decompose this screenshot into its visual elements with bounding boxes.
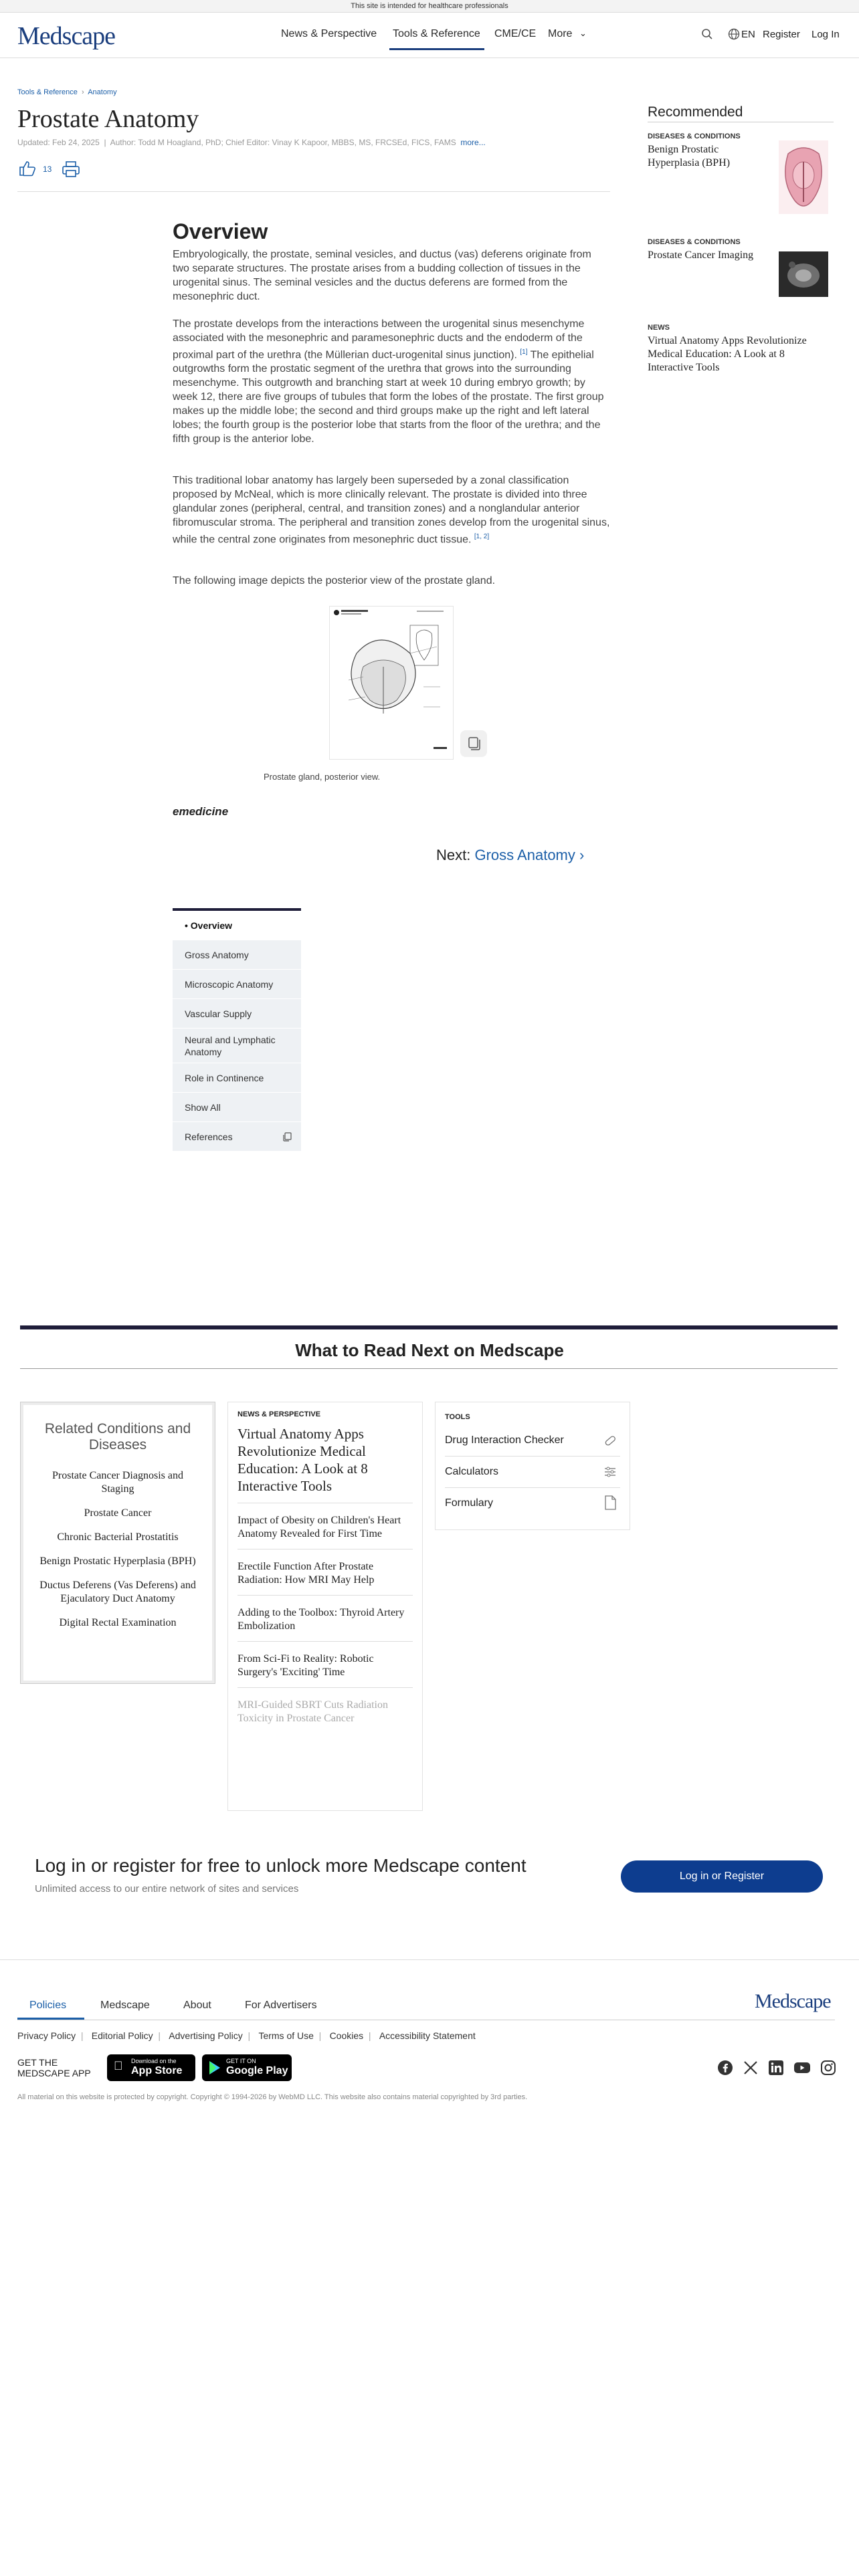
app-store-badge[interactable] — [107, 2054, 195, 2081]
copyright-notice: All material on this website is protected by copyright. Copyright © 1994-2026 by WebMD LLC. This website also contains material copyrighted by 3rd parties. — [17, 2093, 528, 2101]
like-count: 13 — [43, 165, 52, 174]
related-item[interactable]: Benign Prostatic Hyperplasia (BPH) — [39, 1555, 196, 1567]
prostate-figure[interactable] — [329, 606, 454, 760]
tool-drug-interaction-label: Drug Interaction Checker — [445, 1434, 564, 1446]
paragraph-3-text: This traditional lobar anatomy has largely been superseded by a zonal classification proposed by McNeal, which is more clinically relevant. The prostate is divided into three glandular zones (peripheral, central, and transition zones) and a nonglandular anterior fibromuscular stroma. The peripheral and transition zones develop from the urogenital sinus, while the central zone originates from mesonephric duct tissue. — [173, 475, 610, 546]
sliders-icon — [603, 1465, 617, 1479]
document-icon — [603, 1495, 617, 1511]
news-item[interactable]: Erectile Function After Prostate Radiation: How MRI May Help — [237, 1549, 413, 1596]
search-icon[interactable] — [701, 28, 713, 40]
language-selector[interactable]: EN — [741, 29, 755, 40]
table-of-contents — [173, 908, 301, 1152]
read-next-heading: What to Read Next on Medscape — [295, 1340, 564, 1360]
toc-item-microscopic-anatomy[interactable]: Microscopic Anatomy — [173, 970, 301, 999]
footer-tab-active-indicator — [17, 2018, 84, 2020]
prostate-diagram-image — [330, 607, 453, 759]
globe-icon[interactable] — [728, 28, 740, 40]
bph-thumbnail[interactable] — [779, 140, 828, 214]
login-register-button[interactable]: Log in or Register — [621, 1860, 823, 1893]
next-section-title[interactable]: Gross Anatomy — [474, 847, 575, 863]
reference-1-2[interactable]: [1, 2] — [474, 533, 490, 540]
paragraph-3 — [173, 473, 610, 546]
footer-link-editorial[interactable]: Editorial Policy — [91, 2030, 153, 2041]
footer-link-advertising[interactable]: Advertising Policy — [169, 2030, 243, 2041]
breadcrumb-anatomy[interactable]: Anatomy — [88, 88, 117, 96]
nav-news[interactable]: News & Perspective — [281, 28, 377, 39]
pill-icon — [603, 1433, 617, 1448]
cta-subtitle: Unlimited access to our entire network of sites and services — [35, 1883, 299, 1895]
news-label: NEWS & PERSPECTIVE — [237, 1410, 321, 1418]
paragraph-2 — [173, 317, 610, 446]
chevron-right-icon: › — [579, 847, 585, 863]
chevron-down-icon: ⌄ — [579, 28, 587, 38]
rec-3-category: NEWS — [648, 324, 670, 332]
toc-item-neural-lymphatic[interactable]: Neural and Lymphatic Anatomy — [173, 1029, 301, 1063]
related-list — [21, 1453, 215, 1635]
tool-drug-interaction[interactable] — [445, 1425, 620, 1457]
related-item[interactable]: Ductus Deferens (Vas Deferens) and Ejaculatory Duct Anatomy — [39, 1580, 196, 1604]
youtube-icon[interactable] — [793, 2060, 811, 2076]
read-next-divider — [20, 1368, 838, 1369]
footer-links: Privacy Policy | Editorial Policy | Advertising Policy | Terms of Use | Cookies | Accessibility Statement — [17, 2030, 476, 2041]
rec-1-title[interactable]: Benign Prostatic Hyperplasia (BPH) — [648, 144, 731, 169]
paragraph-4: The following image depicts the posterior view of the prostate gland. — [173, 575, 496, 586]
site-header — [0, 12, 859, 58]
toc-item-vascular-supply[interactable]: Vascular Supply — [173, 999, 301, 1029]
prostate-imaging-thumbnail[interactable] — [779, 251, 828, 297]
section-title-overview: Overview — [173, 219, 268, 243]
tool-calculators[interactable] — [445, 1457, 620, 1488]
copy-icon — [282, 1132, 293, 1142]
news-lead-link[interactable]: Virtual Anatomy Apps Revolutionize Medical Education: A Look at 8 Interactive Tools — [237, 1418, 413, 1503]
register-link[interactable]: Register — [763, 29, 800, 40]
google-play-badge[interactable] — [202, 2054, 292, 2081]
footer-tab-advertisers[interactable]: For Advertisers — [245, 2000, 317, 2011]
nav-more[interactable]: More — [548, 28, 573, 39]
footer-medscape-logo[interactable]: Medscape — [755, 1990, 831, 2012]
paragraph-2-rest: The epithelial outgrowths form the prostatic segment of the urethra that grows into the surrounding mesenchyme. This outgrowth and branching start at week 10 during embryo growth; by week 12, there are five groups of tubules that form the lobes of the prostate. The first group makes up the middle lobe; the second and third groups make up the right and left lateral lobes; the fourth group is the posterior lobe that starts from the floor of the urethra; and the fifth group is the anterior lobe. — [173, 349, 604, 445]
apple-icon — [114, 2059, 123, 2073]
tool-calculators-label: Calculators — [445, 1466, 499, 1477]
rec-1-category: DISEASES & CONDITIONS — [648, 132, 741, 140]
google-play-text: Google Play — [226, 2065, 288, 2076]
register-cta-section — [0, 1819, 859, 1959]
cta-title: Log in or register for free to unlock more Medscape content — [35, 1855, 527, 1876]
app-store-text: App Store — [131, 2065, 183, 2076]
recommended-heading: Recommended — [648, 104, 743, 120]
print-icon[interactable] — [62, 160, 80, 178]
expand-image-button[interactable] — [460, 730, 487, 757]
cta-divider — [0, 1959, 859, 1960]
news-item[interactable]: Adding to the Toolbox: Thyroid Artery Embolization — [237, 1596, 413, 1642]
footer-link-accessibility[interactable]: Accessibility Statement — [379, 2030, 476, 2041]
toc-item-gross-anatomy[interactable]: Gross Anatomy — [173, 940, 301, 970]
top-banner-text: This site is intended for healthcare professionals — [351, 2, 508, 10]
tool-formulary[interactable] — [445, 1488, 620, 1519]
nav-tools[interactable]: Tools & Reference — [393, 28, 480, 39]
updated-date: Updated: Feb 24, 2025 — [17, 138, 100, 147]
tools-label: TOOLS — [445, 1413, 470, 1421]
news-item[interactable]: From Sci-Fi to Reality: Robotic Surgery's 'Exciting' Time — [237, 1642, 413, 1688]
related-item[interactable]: Digital Rectal Examination — [59, 1617, 177, 1628]
related-title: Related Conditions and Diseases — [44, 1421, 191, 1453]
toc-overview-label: Overview — [190, 920, 233, 931]
login-link[interactable]: Log In — [812, 29, 840, 40]
news-item-faded[interactable]: MRI-Guided SBRT Cuts Radiation Toxicity in Prostate Cancer — [237, 1699, 388, 1724]
next-section-link[interactable] — [436, 847, 584, 864]
footer-tab-medscape[interactable]: Medscape — [100, 2000, 150, 2011]
rec-2-category: DISEASES & CONDITIONS — [648, 238, 741, 246]
news-card — [227, 1402, 423, 1811]
x-twitter-icon[interactable] — [743, 2060, 759, 2076]
more-authors-link[interactable]: more... — [460, 138, 486, 147]
related-item[interactable]: Chronic Bacterial Prostatitis — [57, 1531, 179, 1543]
emedicine-logo: emedicine — [173, 805, 229, 818]
tools-card — [435, 1402, 630, 1530]
image-caption: Prostate gland, posterior view. — [264, 772, 381, 782]
next-label: Next: — [436, 847, 471, 863]
paragraph-1: Embryologically, the prostate, seminal vesicles, and ductus (vas) deferens originate from two separate structures. The prostate arises from a budding collection of tissues in the urogenital sinus. The seminal vesicles and the ductus deferens are formed from the mesonephric duct. — [173, 249, 591, 302]
nav-cme[interactable]: CME/CE — [494, 28, 537, 39]
toc-item-overview[interactable]: • Overview — [173, 911, 301, 940]
toc-item-references[interactable] — [173, 1122, 301, 1152]
page-title: Prostate Anatomy — [17, 105, 199, 133]
footer-link-terms[interactable]: Terms of Use — [258, 2030, 314, 2041]
read-next-bar — [20, 1325, 838, 1329]
rec-3-title[interactable]: Virtual Anatomy Apps Revolutionize Medical Education: A Look at 8 Interactive Tools — [648, 335, 807, 373]
top-banner — [0, 0, 859, 13]
reference-1[interactable]: [1] — [520, 348, 528, 356]
app-label: GET THE MEDSCAPE APP — [17, 2057, 91, 2078]
toc-references-label: References — [185, 1132, 233, 1142]
breadcrumb: Tools & Reference › Anatomy — [17, 88, 117, 96]
copy-expand-icon — [460, 730, 487, 757]
play-store-icon — [208, 2060, 221, 2075]
linkedin-icon[interactable] — [768, 2060, 784, 2076]
footer-link-cookies[interactable]: Cookies — [329, 2030, 364, 2041]
meta-divider — [17, 191, 610, 192]
facebook-icon[interactable] — [717, 2060, 733, 2076]
toc-item-continence[interactable]: Role in Continence — [173, 1063, 301, 1093]
rec-2-title[interactable]: Prostate Cancer Imaging — [648, 249, 754, 261]
news-item[interactable]: Impact of Obesity on Children's Heart Anatomy Revealed for First Time — [237, 1503, 413, 1549]
news-fade-overlay — [228, 1770, 422, 1810]
article-meta: Updated: Feb 24, 2025 | Author: Todd M Hoagland, PhD; Chief Editor: Vinay K Kapoor, MBBS, MS, FRCSEd, FICS, FAMS more... — [17, 138, 486, 147]
related-item[interactable]: Prostate Cancer — [84, 1507, 152, 1519]
instagram-icon[interactable] — [820, 2060, 836, 2076]
related-conditions-card — [20, 1402, 215, 1684]
tool-formulary-label: Formulary — [445, 1497, 494, 1509]
related-item[interactable]: Prostate Cancer Diagnosis and Staging — [52, 1470, 183, 1495]
toc-item-show-all[interactable]: Show All — [173, 1093, 301, 1122]
nav-active-indicator — [389, 48, 484, 50]
footer-link-privacy[interactable]: Privacy Policy — [17, 2030, 76, 2041]
footer-tabs — [17, 1990, 835, 2020]
app-store-small-text: Download on the — [131, 2058, 177, 2064]
medscape-logo[interactable]: Medscape — [17, 22, 116, 50]
footer-tab-policies[interactable]: Policies — [29, 2000, 67, 2011]
thumbs-up-icon[interactable] — [19, 160, 36, 177]
google-small-text: GET IT ON — [226, 2058, 256, 2064]
paragraph-2-start: The prostate develops from the interactions between the urogenital sinus mesenchyme associated with the mesonephric and paramesonephric ducts and the endoderm of the proximal part of the urethra (the Müllerian duct-urogenital sinus junction). — [173, 318, 585, 361]
author-line: Author: Todd M Hoagland, PhD; Chief Editor: Vinay K Kapoor, MBBS, MS, FRCSEd, FICS, FAMS — [110, 138, 456, 147]
breadcrumb-tools[interactable]: Tools & Reference — [17, 88, 78, 96]
footer-tab-about[interactable]: About — [183, 2000, 211, 2011]
